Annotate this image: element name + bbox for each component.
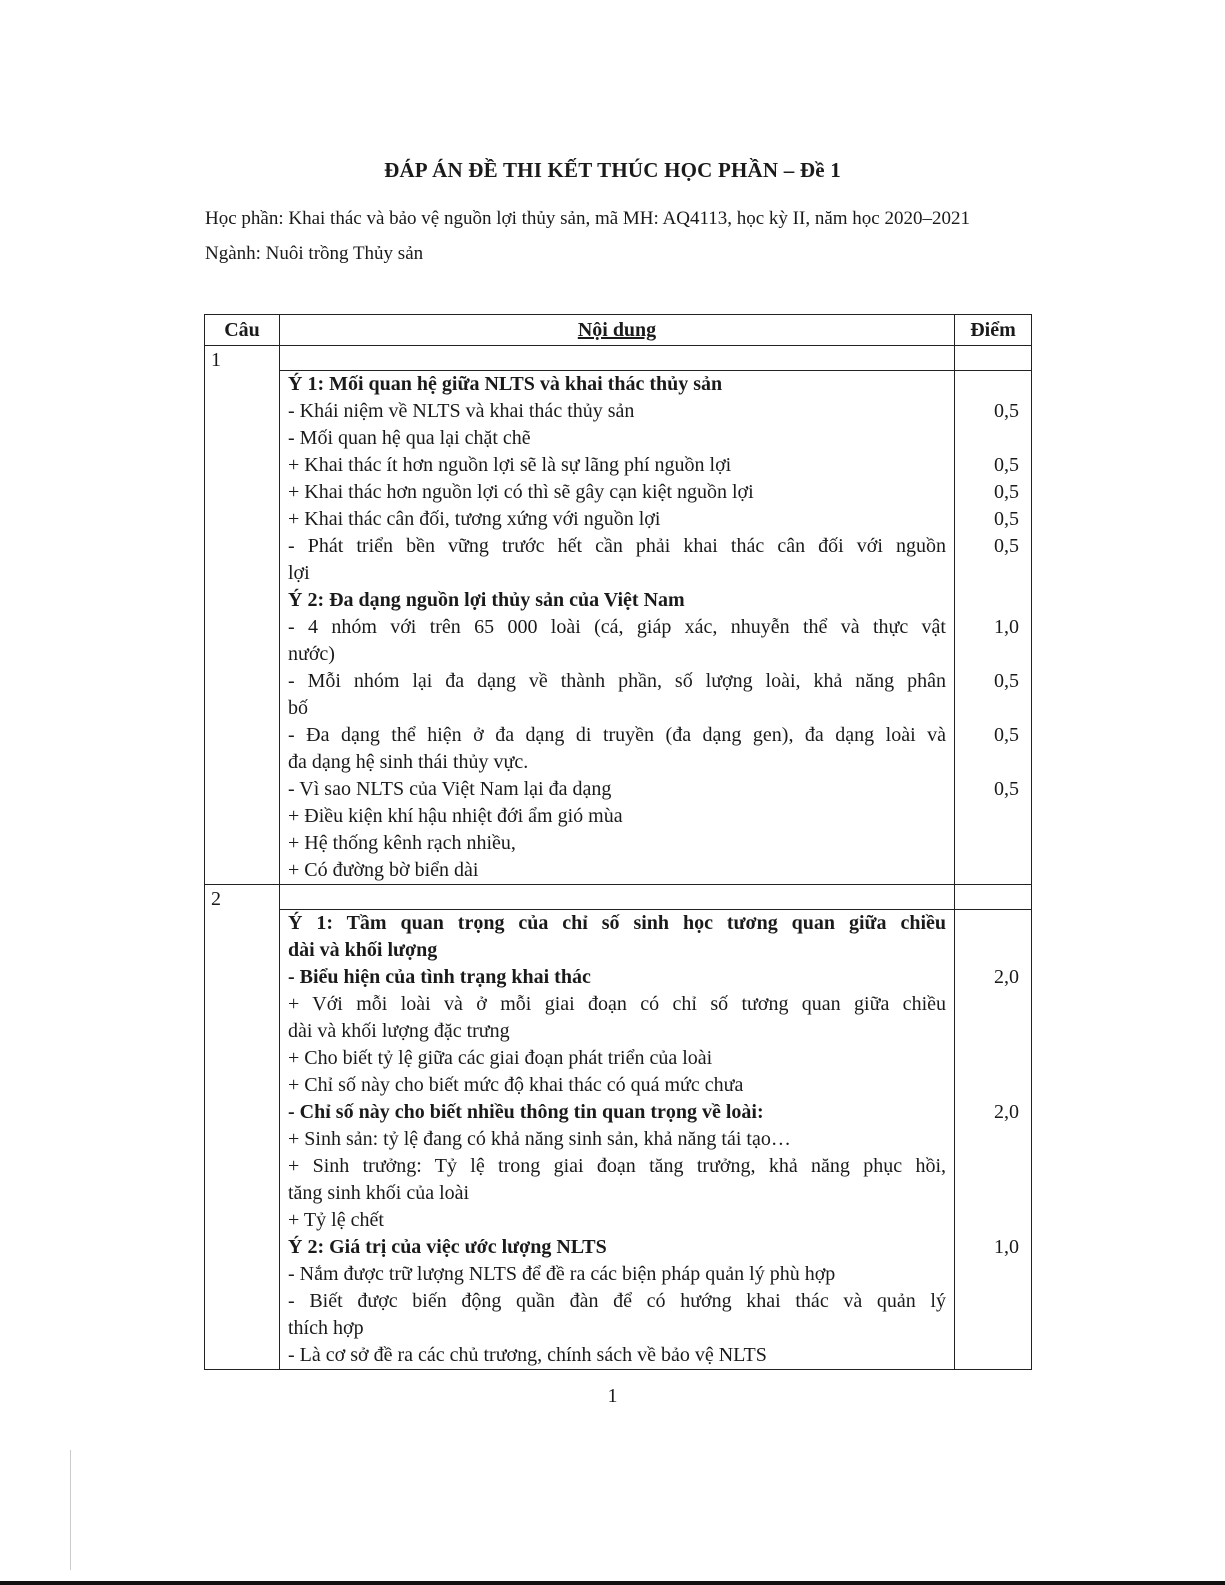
score-value [955, 830, 1031, 857]
score-value: 0,5 [994, 481, 1019, 503]
content-line: Ý 2: Đa dạng nguồn lợi thủy sản của Việt Nam [288, 589, 685, 611]
score-value: 0,5 [994, 508, 1019, 530]
score-value [955, 857, 1031, 884]
answer-table [204, 314, 1032, 1370]
question-2-number: 2 [205, 885, 280, 1370]
content-line: + Điều kiện khí hậu nhiệt đới ẩm gió mùa [288, 805, 623, 827]
blank-cell [955, 885, 1032, 910]
content-line: - Biết được biến động quần đàn để có hướng khai thác và quản lý [288, 1290, 946, 1312]
content-line: nước) [288, 643, 335, 665]
header-cau: Câu [205, 315, 280, 346]
content-line: lợi [288, 562, 310, 584]
blank-cell [955, 346, 1032, 371]
question-1-content-row [205, 371, 1032, 885]
content-line: - Là cơ sở đề ra các chủ trương, chính sách về bảo vệ NLTS [288, 1344, 767, 1366]
content-line: - Mỗi nhóm lại đa dạng về thành phần, số lượng loài, khả năng phân [288, 670, 946, 692]
score-value [955, 1261, 1031, 1288]
score-value [955, 1153, 1031, 1180]
score-value: 0,5 [994, 778, 1019, 800]
content-line: Ý 1: Tầm quan trọng của chỉ số sinh học tương quan giữa chiều [288, 912, 946, 934]
content-line: + Khai thác cân đối, tương xứng với nguồn lợi [288, 508, 661, 530]
scan-margin-mark [70, 1450, 71, 1570]
content-line: dài và khối lượng đặc trưng [288, 1020, 510, 1042]
score-value [955, 1126, 1031, 1153]
content-line: - 4 nhóm với trên 65 000 loài (cá, giáp xác, nhuyễn thể và thực vật [288, 616, 946, 638]
score-value [955, 1342, 1031, 1369]
score-value [955, 1072, 1031, 1099]
content-line: bố [288, 697, 308, 719]
content-line: Ý 1: Mối quan hệ giữa NLTS và khai thác thủy sản [288, 373, 723, 395]
question-1-scores [955, 371, 1032, 885]
score-value [955, 1045, 1031, 1072]
score-value [955, 1207, 1031, 1234]
content-line: + Khai thác hơn nguồn lợi có thì sẽ gây cạn kiệt nguồn lợi [288, 481, 754, 503]
score-value: 2,0 [994, 1101, 1019, 1123]
page-number: 1 [607, 1385, 618, 1407]
question-1-number-row [205, 346, 1032, 371]
content-line: + Chỉ số này cho biết mức độ khai thác có quá mức chưa [288, 1074, 744, 1096]
content-line: + Hệ thống kênh rạch nhiều, [288, 832, 516, 854]
document-title: ĐÁP ÁN ĐỀ THI KẾT THÚC HỌC PHẦN – Đề 1 [384, 158, 841, 182]
score-value: 0,5 [994, 454, 1019, 476]
score-value: 0,5 [994, 400, 1019, 422]
content-line: + Tỷ lệ chết [288, 1209, 384, 1231]
score-value [955, 1018, 1031, 1045]
score-value: 0,5 [994, 724, 1019, 746]
content-line: - Đa dạng thể hiện ở đa dạng di truyền (đa dạng gen), đa dạng loài và [288, 724, 946, 746]
question-2-content-row [205, 910, 1032, 1370]
score-value [955, 1315, 1031, 1342]
score-value [955, 425, 1031, 452]
content-line: - Vì sao NLTS của Việt Nam lại đa dạng [288, 778, 612, 800]
content-line: - Phát triển bền vững trước hết cần phải khai thác cân đối với nguồn [288, 535, 946, 557]
score-value [955, 749, 1031, 776]
score-value: 1,0 [994, 1236, 1019, 1258]
content-line: - Mối quan hệ qua lại chặt chẽ [288, 427, 531, 449]
content-line: - Biểu hiện của tình trạng khai thác [288, 966, 591, 988]
score-value [955, 371, 1031, 398]
score-value: 2,0 [994, 966, 1019, 988]
blank-cell [280, 346, 955, 371]
score-value [955, 991, 1031, 1018]
score-value: 0,5 [994, 670, 1019, 692]
score-value [955, 560, 1031, 587]
content-line: + Cho biết tỷ lệ giữa các giai đoạn phát triển của loài [288, 1047, 713, 1069]
question-2-number-row [205, 885, 1032, 910]
content-line: + Khai thác ít hơn nguồn lợi sẽ là sự lãng phí nguồn lợi [288, 454, 732, 476]
question-1-content [280, 371, 955, 885]
question-1-number: 1 [205, 346, 280, 885]
score-value [955, 695, 1031, 722]
score-value [955, 937, 1031, 964]
score-value [955, 803, 1031, 830]
header-noidung [280, 315, 955, 346]
content-line: dài và khối lượng [288, 939, 438, 961]
scan-bottom-edge [0, 1581, 1225, 1585]
score-value [955, 641, 1031, 668]
score-value [955, 910, 1031, 937]
score-value: 0,5 [994, 535, 1019, 557]
score-value [955, 1288, 1031, 1315]
score-value: 1,0 [994, 616, 1019, 638]
header-noidung-label: Nội dung [577, 318, 657, 341]
content-line: - Chỉ số này cho biết nhiều thông tin quan trọng về loài: [288, 1101, 764, 1123]
question-2-content [280, 910, 955, 1370]
content-line: - Khái niệm về NLTS và khai thác thủy sản [288, 400, 635, 422]
score-value [955, 587, 1031, 614]
content-line: tăng sinh khối của loài [288, 1182, 470, 1204]
content-line: - Nắm được trữ lượng NLTS để đề ra các biện pháp quản lý phù hợp [288, 1263, 836, 1285]
content-line: + Có đường bờ biển dài [288, 859, 479, 881]
content-line: + Sinh trưởng: Tỷ lệ trong giai đoạn tăng trưởng, khả năng phục hồi, [288, 1155, 946, 1177]
content-line: thích hợp [288, 1317, 364, 1339]
content-line: + Với mỗi loài và ở mỗi giai đoạn có chỉ số tương quan giữa chiều [288, 993, 946, 1015]
content-line: đa dạng hệ sinh thái thủy vực. [288, 751, 529, 773]
question-2-scores [955, 910, 1032, 1370]
blank-cell [280, 885, 955, 910]
score-value [955, 1180, 1031, 1207]
header-diem: Điểm [955, 315, 1032, 346]
content-line: Ý 2: Giá trị của việc ước lượng NLTS [288, 1236, 607, 1258]
course-info: Học phần: Khai thác và bảo vệ nguồn lợi thủy sản, mã MH: AQ4113, học kỳ II, năm học 2020–2021 [205, 208, 970, 229]
major-info: Ngành: Nuôi trồng Thủy sản [205, 243, 424, 264]
content-line: + Sinh sản: tỷ lệ đang có khả năng sinh sản, khả năng tái tạo… [288, 1128, 791, 1150]
table-header-row [205, 315, 1032, 346]
